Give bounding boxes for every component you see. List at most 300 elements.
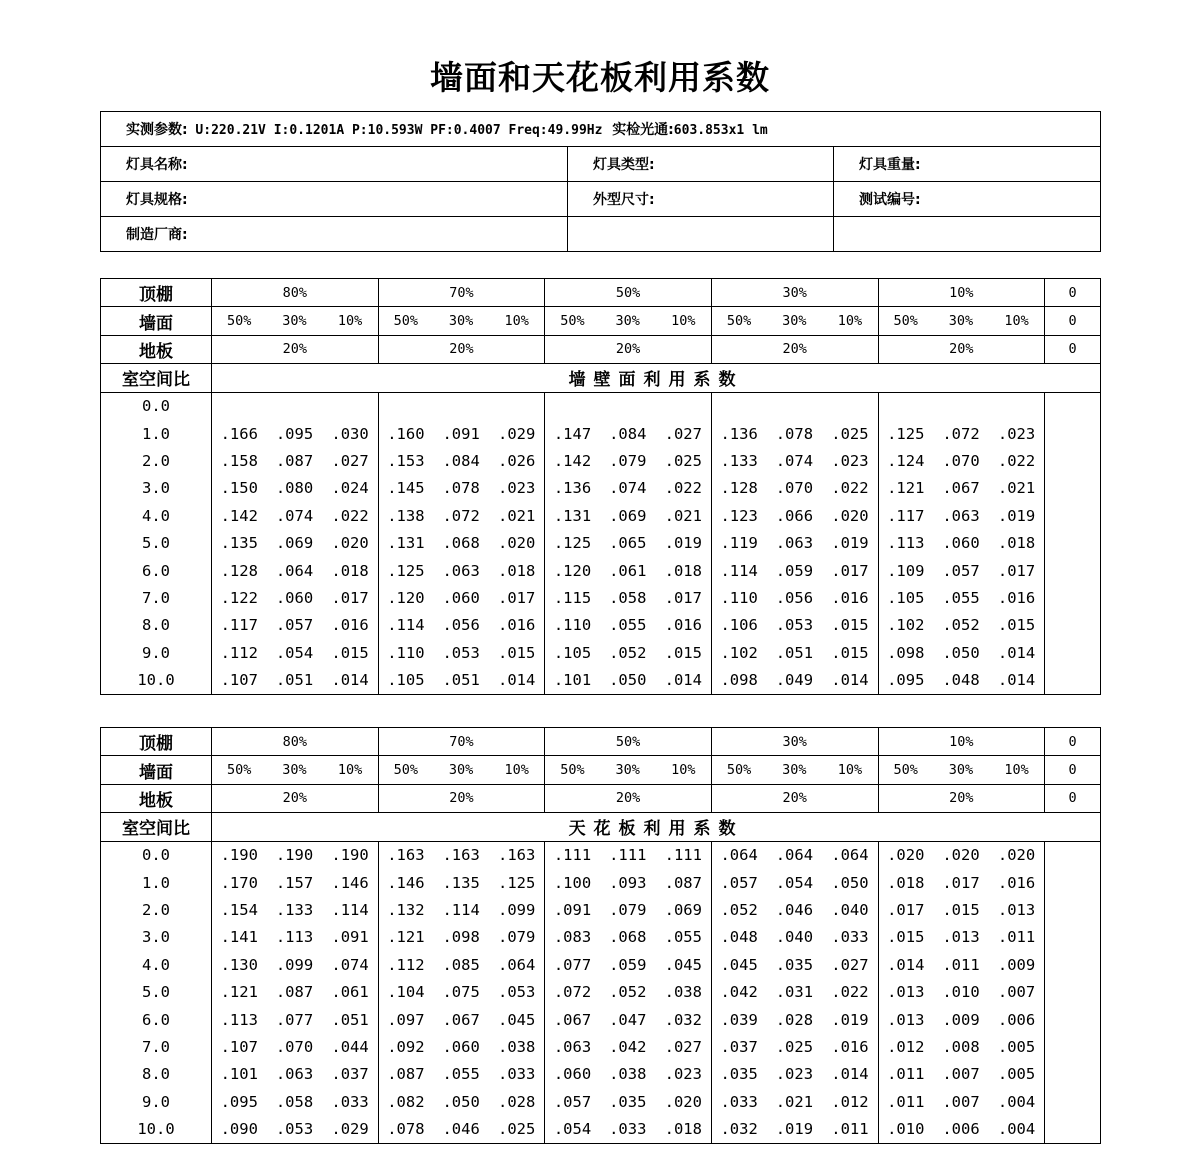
coefficient-cell: .054 [275,643,314,662]
coefficient-cell: .074 [775,452,814,471]
table-row [101,420,1101,447]
ceiling-coefficient-table [100,727,1101,1144]
coefficient-cell: .020 [323,530,379,557]
coefficient-cell: .074 [323,951,379,978]
coefficient-cell-zero [1045,924,1101,951]
coefficient-cell: .099 [275,955,314,974]
coefficient-cell: .063 [275,1065,314,1084]
coefficient-cell: .128 [220,561,258,580]
table-row [101,1088,1101,1115]
rcr-value: 5.0 [101,979,212,1006]
floor-reflectance: 0 [1045,335,1101,363]
wall-coefficient-table [100,278,1101,695]
coefficient-cell: .014 [989,639,1045,666]
coefficient-cell: .109 [887,561,925,580]
wall-reflectance: 30% [433,756,489,784]
coefficient-cell: .035 [775,955,814,974]
coefficient-cell: .027 [323,447,379,474]
coefficient-cell-zero [1045,979,1101,1006]
rcr-value: 2.0 [101,896,212,923]
coefficient-cell: .023 [989,420,1045,447]
coefficient-cell: .069 [656,896,712,923]
coefficient-cell: .025 [489,1115,545,1143]
dimension-cell: 外型尺寸: [568,182,834,217]
wall-reflectance: 10% [822,756,878,784]
table-row [101,447,1101,474]
coefficient-cell: .070 [275,1037,314,1056]
coefficient-cell: .087 [275,983,314,1002]
coefficient-cell: .070 [942,452,980,471]
coefficient-cell: .033 [600,1115,656,1143]
coefficient-cell: .102 [887,616,925,635]
coefficient-cell: .023 [489,475,545,502]
coefficient-cell: .035 [609,1092,647,1111]
luminaire-spec-cell: 灯具规格: [101,182,568,217]
coefficient-cell: .063 [553,1037,592,1056]
coefficient-cell: .014 [887,955,925,974]
rcr-value: 3.0 [101,475,212,502]
coefficient-cell: .190 [220,846,258,865]
measured-params-cell [101,112,1101,147]
coefficient-cell: .006 [933,1115,989,1143]
empty-cell [834,217,1101,252]
table-caption: 墙壁面利用系数 [212,364,1101,392]
table-row [101,666,1101,694]
coefficient-cell: .052 [942,616,980,635]
coefficient-cell: .077 [553,955,592,974]
coefficient-cell: .060 [942,534,980,553]
rcr-value: 10.0 [101,1115,212,1143]
coefficient-cell: .026 [489,447,545,474]
wall-reflectance: 10% [656,756,712,784]
rcr-value: 6.0 [101,1006,212,1033]
coefficient-cell: .058 [275,1092,314,1111]
wall-reflectance: 30% [933,756,989,784]
coefficient-cell: .022 [656,475,712,502]
coefficient-cell: .056 [775,588,814,607]
floor-label: 地板 [101,335,212,363]
table-row [101,1033,1101,1060]
coefficient-cell-zero [1045,869,1101,896]
ceiling-reflectance: 10% [878,279,1045,307]
coefficient-cell: .119 [720,534,758,553]
coefficient-cell: .017 [887,901,925,920]
coefficient-cell: .023 [656,1061,712,1088]
coefficient-cell: .022 [323,502,379,529]
coefficient-cell: .074 [609,479,647,498]
coefficient-cell: .131 [553,506,592,525]
coefficient-cell: .063 [775,534,814,553]
coefficient-cell: .013 [989,896,1045,923]
coefficient-cell: .147 [553,424,592,443]
coefficient-cell: .142 [220,506,258,525]
coefficient-cell: .100 [553,873,592,892]
coefficient-cell: .008 [942,1037,980,1056]
coefficient-cell: .051 [323,1006,379,1033]
ceiling-reflectance: 70% [378,728,545,756]
coefficient-cell: .015 [489,639,545,666]
floor-reflectance: 20% [878,335,1045,363]
coefficient-cell: .019 [766,1115,822,1143]
ceiling-reflectance: 0 [1045,279,1101,307]
coefficient-cell: .022 [822,475,878,502]
coefficient-cell: .015 [822,612,878,639]
coefficient-cell: .114 [387,616,425,635]
rcr-value: 4.0 [101,502,212,529]
coefficient-cell: .047 [609,1010,647,1029]
coefficient-cell: .091 [323,924,379,951]
coefficient-cell: .084 [609,424,647,443]
coefficient-cell: .055 [942,588,980,607]
table-row [101,951,1101,978]
coefficient-cell: .082 [387,1092,425,1111]
coefficient-cell: .064 [720,846,758,865]
coefficient-cell: .004 [989,1115,1045,1143]
ceiling-reflectance: 70% [378,279,545,307]
ceiling-reflectance-row [101,728,1101,756]
rcr-value: 7.0 [101,1033,212,1060]
coefficient-cell: .122 [220,588,258,607]
coefficient-cell-zero [1045,475,1101,502]
coefficient-cell: .005 [989,1033,1045,1060]
ceiling-label: 顶棚 [101,728,212,756]
coefficient-cell: .163 [387,846,425,865]
wall-reflectance: 50% [878,756,933,784]
ceiling-reflectance: 0 [1045,728,1101,756]
coefficient-cell-zero [1045,896,1101,923]
coefficient-cell: .101 [545,666,600,694]
coefficient-cell: .087 [656,869,712,896]
coefficient-cell: .090 [212,1115,267,1143]
coefficient-cell: .072 [553,983,592,1002]
wall-reflectance: 30% [933,307,989,335]
coefficient-cell: .099 [489,896,545,923]
coefficient-cell: .046 [775,901,814,920]
coefficient-cell-zero [1045,1088,1101,1115]
coefficient-cell-zero [1045,502,1101,529]
coefficient-cell: .016 [489,612,545,639]
coefficient-cell: .011 [887,1065,925,1084]
lumen-value: 603.853x1 lm [673,123,768,138]
coefficient-cell: .025 [822,420,878,447]
rcr-value: 7.0 [101,584,212,611]
wall-reflectance: 30% [766,307,822,335]
coefficient-cell [822,392,878,420]
coefficient-cell: .040 [822,896,878,923]
coefficient-cell: .074 [275,506,314,525]
floor-reflectance: 0 [1045,784,1101,812]
coefficient-cell: .016 [989,869,1045,896]
coefficient-cell: .064 [489,951,545,978]
wall-reflectance: 50% [878,307,933,335]
coefficient-cell-zero [1045,951,1101,978]
coefficient-cell: .029 [323,1115,379,1143]
coefficient-cell: .007 [989,979,1045,1006]
coefficient-cell: .087 [387,1065,425,1084]
coefficient-cell: .019 [822,1006,878,1033]
coefficient-cell [545,392,600,420]
wall-reflectance: 50% [212,756,267,784]
coefficient-cell: .091 [442,424,480,443]
coefficient-cell: .190 [323,841,379,869]
coefficient-cell: .015 [323,639,379,666]
coefficient-cell: .125 [887,424,925,443]
coefficient-cell: .011 [822,1115,878,1143]
coefficient-cell: .016 [656,612,712,639]
coefficient-cell: .105 [553,643,592,662]
coefficient-cell: .067 [553,1010,592,1029]
table-row [101,869,1101,896]
floor-reflectance-row [101,784,1101,812]
table-row [101,1061,1101,1088]
coefficient-cell-zero [1045,841,1101,869]
coefficient-cell: .079 [609,901,647,920]
coefficient-cell: .117 [887,506,925,525]
coefficient-cell: .007 [942,1065,980,1084]
floor-reflectance: 20% [212,784,379,812]
coefficient-cell: .027 [656,1033,712,1060]
coefficient-cell: .032 [656,1006,712,1033]
coefficient-cell: .107 [212,666,267,694]
coefficient-cell: .114 [442,901,480,920]
coefficient-cell: .051 [267,666,323,694]
rcr-value: 2.0 [101,447,212,474]
coefficient-cell: .098 [442,928,480,947]
coefficient-cell: .014 [822,1061,878,1088]
coefficient-cell: .160 [387,424,425,443]
floor-reflectance-row [101,335,1101,363]
floor-label: 地板 [101,784,212,812]
coefficient-cell [378,392,433,420]
coefficient-cell: .048 [933,666,989,694]
coefficient-cell: .084 [442,452,480,471]
coefficient-cell: .032 [711,1115,766,1143]
test-number-cell: 测试编号: [834,182,1101,217]
table-row [101,392,1101,420]
wall-reflectance: 0 [1045,756,1101,784]
coefficient-cell: .037 [323,1061,379,1088]
wall-reflectance: 10% [822,307,878,335]
coefficient-cell: .141 [220,928,258,947]
coefficient-cell: .110 [553,616,592,635]
coefficient-cell: .014 [656,666,712,694]
coefficient-cell: .052 [609,643,647,662]
coefficient-cell: .030 [323,420,379,447]
coefficient-cell-zero [1045,584,1101,611]
coefficient-cell [933,392,989,420]
coefficient-cell: .057 [553,1092,592,1111]
table-row [101,502,1101,529]
coefficient-cell: .154 [220,901,258,920]
coefficient-cell: .050 [822,869,878,896]
wall-reflectance: 10% [656,307,712,335]
floor-reflectance: 20% [711,784,878,812]
coefficient-cell: .050 [942,643,980,662]
coefficient-cell: .017 [489,584,545,611]
wall-reflectance: 30% [267,756,323,784]
coefficient-cell: .105 [887,588,925,607]
empty-cell [568,217,834,252]
table-row [101,1115,1101,1143]
coefficient-cell: .014 [822,666,878,694]
ceiling-reflectance: 50% [545,728,712,756]
coefficient-cell: .051 [775,643,814,662]
ceiling-reflectance: 80% [212,728,379,756]
coefficient-cell: .014 [323,666,379,694]
coefficient-cell: .058 [609,588,647,607]
coefficient-cell: .157 [275,873,314,892]
coefficient-cell: .093 [609,873,647,892]
coefficient-cell: .053 [442,643,480,662]
coefficient-cell: .057 [275,616,314,635]
coefficient-cell: .055 [609,616,647,635]
coefficient-cell: .121 [387,928,425,947]
coefficient-cell: .017 [323,584,379,611]
coefficient-cell: .133 [275,901,314,920]
coefficient-cell: .060 [275,588,314,607]
coefficient-cell: .117 [220,616,258,635]
coefficient-cell: .016 [323,612,379,639]
coefficient-cell: .006 [989,1006,1045,1033]
measured-params-label: 实测参数: [126,122,188,138]
coefficient-cell: .045 [656,951,712,978]
coefficient-cell: .125 [489,869,545,896]
coefficient-cell: .077 [275,1010,314,1029]
coefficient-cell: .016 [989,584,1045,611]
coefficient-cell: .019 [989,502,1045,529]
table-row [101,979,1101,1006]
coefficient-cell: .097 [387,1010,425,1029]
coefficient-cell: .166 [220,424,258,443]
coefficient-cell: .065 [609,534,647,553]
rcr-value: 4.0 [101,951,212,978]
coefficient-cell: .054 [775,873,814,892]
coefficient-cell: .033 [489,1061,545,1088]
rcr-label: 室空间比 [101,364,212,392]
coefficient-cell: .057 [720,873,758,892]
coefficient-cell: .038 [489,1033,545,1060]
coefficient-cell: .012 [822,1088,878,1115]
coefficient-cell: .015 [887,928,925,947]
coefficient-cell [600,392,656,420]
coefficient-cell-zero [1045,447,1101,474]
coefficient-cell-zero [1045,557,1101,584]
coefficient-cell: .146 [387,873,425,892]
coefficient-cell: .120 [553,561,592,580]
coefficient-cell-zero [1045,392,1101,420]
wall-reflectance-row [101,756,1101,784]
coefficient-cell: .016 [822,1033,878,1060]
coefficient-cell: .031 [775,983,814,1002]
ceiling-reflectance-row [101,279,1101,307]
coefficient-cell: .055 [656,924,712,951]
coefficient-cell: .020 [989,841,1045,869]
coefficient-cell: .078 [378,1115,433,1143]
coefficient-cell: .039 [720,1010,758,1029]
coefficient-cell: .054 [545,1115,600,1143]
coefficient-cell: .025 [775,1037,814,1056]
coefficient-cell: .104 [387,983,425,1002]
coefficient-cell: .066 [775,506,814,525]
coefficient-cell: .010 [942,983,980,1002]
coefficient-cell: .013 [887,983,925,1002]
coefficient-cell: .053 [775,616,814,635]
ceiling-label: 顶棚 [101,279,212,307]
coefficient-cell: .111 [656,841,712,869]
lumen-label: 实检光通: [612,122,674,138]
coefficient-cell: .067 [942,479,980,498]
coefficient-cell [323,392,379,420]
coefficient-cell: .048 [720,928,758,947]
coefficient-cell: .014 [489,666,545,694]
coefficient-cell: .028 [775,1010,814,1029]
coefficient-cell: .095 [220,1092,258,1111]
wall-reflectance: 30% [600,307,656,335]
ceiling-reflectance: 30% [711,728,878,756]
coefficient-cell: .146 [323,869,379,896]
table-row [101,1006,1101,1033]
coefficient-cell: .045 [720,955,758,974]
wall-reflectance: 30% [766,756,822,784]
coefficient-cell: .132 [387,901,425,920]
coefficient-cell: .163 [489,841,545,869]
coefficient-cell [489,392,545,420]
coefficient-cell: .055 [442,1065,480,1084]
coefficient-cell: .080 [275,479,314,498]
coefficient-cell: .017 [822,557,878,584]
coefficient-cell: .068 [609,928,647,947]
coefficient-cell: .007 [942,1092,980,1111]
coefficient-cell: .015 [822,639,878,666]
luminaire-type-cell: 灯具类型: [568,147,834,182]
coefficient-cell: .135 [442,873,480,892]
coefficient-cell: .018 [323,557,379,584]
coefficient-cell: .021 [489,502,545,529]
coefficient-cell: .060 [442,1037,480,1056]
coefficient-cell: .004 [989,1088,1045,1115]
coefficient-cell [433,392,489,420]
coefficient-cell: .040 [775,928,814,947]
coefficient-cell: .018 [656,557,712,584]
coefficient-cell-zero [1045,420,1101,447]
coefficient-cell: .113 [220,1010,258,1029]
coefficient-cell: .018 [887,873,925,892]
coefficient-cell: .044 [323,1033,379,1060]
coefficient-cell: .020 [489,530,545,557]
coefficient-cell: .027 [822,951,878,978]
coefficient-cell: .019 [822,530,878,557]
coefficient-cell: .085 [442,955,480,974]
coefficient-cell: .025 [656,447,712,474]
coefficient-cell: .052 [720,901,758,920]
floor-reflectance: 20% [545,335,712,363]
coefficient-cell: .021 [656,502,712,529]
coefficient-cell: .016 [822,584,878,611]
coefficient-cell [989,392,1045,420]
coefficient-cell-zero [1045,612,1101,639]
coefficient-cell-zero [1045,639,1101,666]
wall-reflectance: 10% [323,756,379,784]
coefficient-cell: .050 [600,666,656,694]
wall-reflectance: 10% [323,307,379,335]
coefficient-cell: .038 [656,979,712,1006]
coefficient-cell: .069 [609,506,647,525]
table-row [101,475,1101,502]
rcr-label: 室空间比 [101,813,212,841]
coefficient-cell: .121 [887,479,925,498]
coefficient-cell: .121 [220,983,258,1002]
coefficient-cell: .112 [387,955,425,974]
